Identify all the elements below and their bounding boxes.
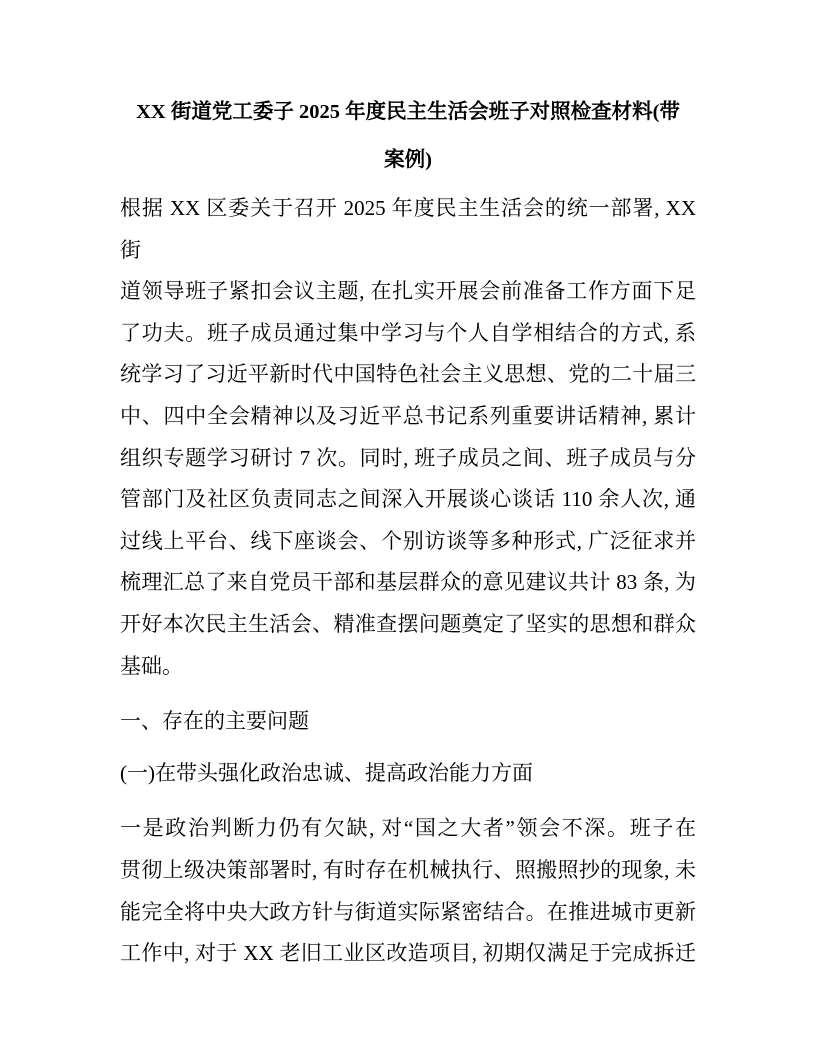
body-line: 了功夫。班子成员通过集中学习与个人自学相结合的方式, 系 xyxy=(120,320,696,345)
body-line: 开好本次民主生活会、精准查摆问题奠定了坚实的思想和群众 xyxy=(120,611,696,636)
body-line: 一是政治判断力仍有欠缺, 对“国之大者”领会不深。班子在 xyxy=(120,816,696,841)
document-content xyxy=(120,88,696,975)
body-line: 根据 XX 区委关于召开 2025 年度民主生活会的统一部署, XX 街 xyxy=(120,196,696,262)
body-line: 工作中, 对于 XX 老旧工业区改造项目, 初期仅满足于完成拆迁 xyxy=(120,941,696,966)
body-line: 贯彻上级决策部署时, 有时存在机械执行、照搬照抄的现象, 未 xyxy=(120,857,696,882)
body-line: 管部门及社区负责同志之间深入开展谈心谈话 110 余人次, 通 xyxy=(120,487,696,512)
body-line: 组织专题学习研讨 7 次。同时, 班子成员之间、班子成员与分 xyxy=(120,445,696,470)
document-title xyxy=(120,88,696,184)
problem-paragraph xyxy=(120,808,696,974)
body-line: 梳理汇总了来自党员干部和基层群众的意见建议共计 83 条, 为 xyxy=(120,570,696,595)
body-line: 能完全将中央大政方针与街道实际紧密结合。在推进城市更新 xyxy=(120,899,696,924)
subsection-heading: (一)在带头强化政治忠诚、提高政治能力方面 xyxy=(120,760,533,785)
intro-paragraph xyxy=(120,188,696,687)
title-line-2: 案例) xyxy=(384,149,432,171)
body-line: 过线上平台、线下座谈会、个别访谈等多种形式, 广泛征求并 xyxy=(120,528,696,553)
section-heading: 一、存在的主要问题 xyxy=(120,709,309,734)
body-line: 道领导班子紧扣会议主题, 在扎实开展会前准备工作方面下足 xyxy=(120,279,696,304)
title-line-1: XX 街道党工委子 2025 年度民主生活会班子对照检查材料(带 xyxy=(136,101,680,123)
body-line: 基础。 xyxy=(120,653,183,678)
body-line: 中、四中全会精神以及习近平总书记系列重要讲话精神, 累计 xyxy=(120,403,696,428)
body-line: 统学习了习近平新时代中国特色社会主义思想、党的二十届三 xyxy=(120,362,696,387)
